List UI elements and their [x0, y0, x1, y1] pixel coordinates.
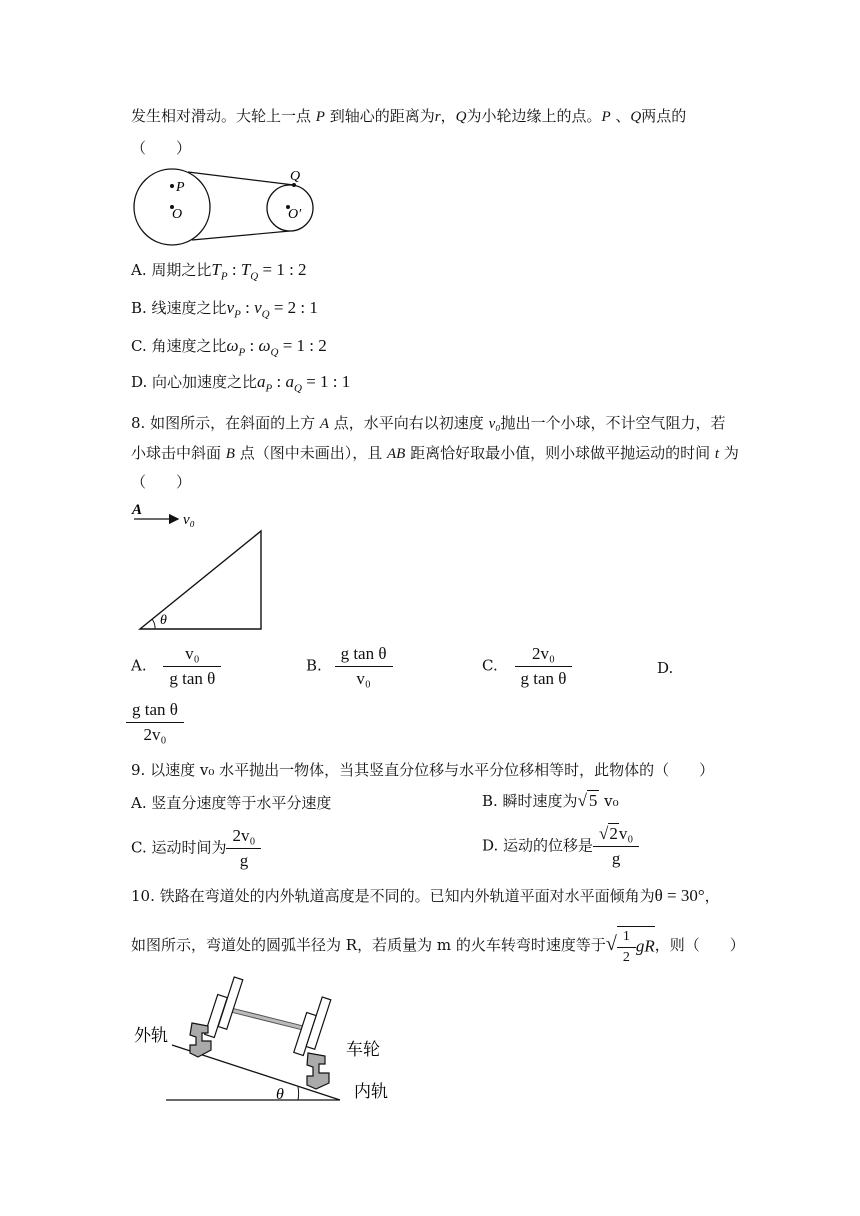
q7-answer-paren: （ ）: [131, 139, 192, 157]
option-formula: $v_P$ : $v_Q = 2$ : 1: [226, 298, 318, 321]
option-d-fraction: [126, 700, 184, 745]
var-b: B: [225, 446, 235, 462]
fraction-numerator: v₀: [163, 644, 221, 667]
fraction-denominator: v₀: [356, 669, 371, 688]
inner-rail: [307, 1053, 329, 1089]
option-text: D. 向心加速度之比: [131, 373, 258, 391]
belt-bottom: [192, 231, 290, 240]
label-theta: θ: [160, 613, 167, 628]
q10-stem-text: ，: [704, 887, 720, 905]
label-o: O: [172, 207, 183, 222]
var-p: P: [315, 109, 325, 125]
var-t: t: [714, 446, 720, 462]
option-c-fraction: [515, 644, 573, 689]
fraction-numerator: 1: [617, 929, 636, 948]
option-text: v₀: [599, 792, 619, 810]
q7-pulley-figure: [128, 160, 328, 252]
q10-rail-figure: [128, 975, 408, 1107]
fraction-numerator: 2v₀: [226, 826, 261, 849]
var-r: r: [434, 109, 441, 125]
q8-stem-line2: [131, 442, 739, 463]
fraction-denominator: g tan θ: [169, 669, 216, 688]
q8-stem-text: 抛出一个小球，不计空气阻力，若: [500, 414, 726, 432]
fraction-denominator: g tan θ: [520, 669, 567, 688]
sqrt-radicand: 2: [609, 824, 618, 843]
q8-incline-figure: [128, 498, 278, 634]
option-text: A. 周期之比: [131, 261, 212, 279]
label-p: P: [176, 180, 185, 195]
q7-option-d: [131, 371, 350, 394]
q7-stem-text: ，: [440, 107, 456, 125]
angle-arc: [298, 1087, 299, 1100]
q7-stem-text: 为小轮边缘上的点。: [466, 107, 602, 125]
label-a: A: [132, 502, 143, 518]
q10-stem-text: 10. 铁路在弯道处的内外轨道高度是不同的。已知内外轨道平面对水平面倾角为: [131, 887, 655, 905]
label-outer-rail: 外轨: [134, 1026, 168, 1045]
q8-answer-paren: （ ）: [131, 473, 192, 491]
q7-option-a: [131, 259, 307, 282]
half-fraction: [617, 929, 636, 966]
option-c-fraction: [226, 826, 261, 871]
fraction-denominator: g: [611, 849, 621, 868]
fraction-denominator: g: [239, 851, 249, 870]
option-label: B.: [306, 656, 322, 675]
angle-formula: θ = 30°: [654, 886, 705, 905]
q8-option-a: [131, 644, 221, 689]
outer-rail: [190, 1023, 211, 1057]
q8-stem-line1: [131, 412, 725, 433]
var-q: Q: [455, 109, 467, 125]
q8-stem-text: 为: [719, 444, 739, 462]
fraction-numerator: g tan θ: [335, 644, 393, 667]
fraction-numerator: g tan θ: [126, 700, 184, 723]
q7-stem-text: 、: [610, 107, 631, 125]
q8-stem-text: 8. 如图所示，在斜面的上方: [131, 414, 320, 432]
label-v0: v₀: [183, 512, 195, 528]
fraction-numerator: √2v₀: [593, 824, 639, 847]
var-gr: gR: [635, 936, 655, 956]
fraction-denominator: 2v₀: [143, 725, 167, 744]
q7-option-c: [131, 335, 327, 358]
fraction-numerator: 2v₀: [515, 644, 573, 667]
q8-stem-text: 点，水平向右以初速度: [329, 414, 489, 432]
option-text: B. 线速度之比: [131, 299, 227, 317]
q9-option-a: A. 竖直分速度等于水平分速度: [131, 794, 332, 812]
option-text: C. 运动时间为: [131, 838, 227, 857]
option-text: B. 瞬时速度为: [482, 792, 578, 810]
q9-option-b: [482, 790, 619, 811]
angle-arc: [152, 619, 155, 629]
option-formula: $\omega_P$ : $\omega_Q = 1$ : 2: [226, 336, 327, 359]
option-label: A.: [131, 656, 147, 675]
option-formula: $a_P$ : $a_Q = 1$ : 1: [257, 372, 351, 395]
q8-stem-text: 距离恰好取最小值，则小球做平抛运动的时间: [405, 444, 715, 462]
sqrt-radicand: 5: [588, 791, 598, 810]
q7-stem-text: 两点的: [641, 107, 687, 125]
q7-stem-text: 发生相对滑动。大轮上一点: [131, 107, 316, 125]
var-p: P: [601, 109, 611, 125]
option-formula: $T_P$ : $T_Q = 1$ : 2: [211, 260, 307, 283]
q10-stem-text: ，则（ ）: [654, 936, 745, 954]
incline-triangle: [140, 531, 261, 629]
label-theta: θ: [276, 1086, 284, 1103]
option-text: D. 运动的位移是: [482, 836, 594, 855]
option-b-fraction: [335, 644, 393, 689]
fraction-denominator: 2: [622, 950, 630, 965]
belt-top: [188, 172, 294, 185]
var-v0: v₀: [488, 416, 501, 432]
q9-option-d: [482, 824, 639, 869]
q7-stem-text: 到轴心的距离为: [324, 107, 435, 125]
speed-radical: [617, 926, 655, 966]
q8-option-d-fraction: [126, 700, 184, 745]
q8-option-c: [482, 644, 572, 689]
option-b-formula: √ 5: [577, 791, 598, 810]
q10-stem-line2: [131, 926, 745, 966]
q8-option-d-label: D.: [657, 659, 674, 677]
label-o-prime: O′: [288, 207, 302, 222]
option-d-fraction: [593, 824, 639, 869]
label-q: Q: [290, 169, 301, 184]
var-ab: AB: [387, 446, 406, 462]
q8-option-b: [306, 644, 393, 689]
var-q: Q: [630, 109, 642, 125]
q7-stem-line: [131, 105, 686, 126]
q9-stem: 9. 以速度 v₀ 水平抛出一物体，当其竖直分位移与水平分位移相等时，此物体的（ ）: [131, 761, 715, 779]
q10-stem-text: 如图所示，弯道处的圆弧半径为 R，若质量为 m 的火车转弯时速度等于: [131, 936, 606, 954]
q8-stem-text: 小球击中斜面: [131, 444, 226, 462]
q9-option-c: [131, 826, 261, 871]
q7-option-b: [131, 297, 318, 320]
option-label: C.: [482, 656, 498, 675]
option-text: C. 角速度之比: [131, 337, 227, 355]
option-a-fraction: [163, 644, 221, 689]
point-p: [170, 184, 174, 188]
q8-stem-text: 点（图中未画出），且: [234, 444, 387, 462]
q10-stem-line1: [131, 885, 720, 906]
label-inner-rail: 内轨: [354, 1082, 388, 1101]
numerator-tail: v₀: [618, 824, 634, 843]
label-wheel: 车轮: [346, 1040, 380, 1059]
var-a: A: [319, 416, 330, 432]
sqrt-symbol: √: [605, 933, 617, 955]
